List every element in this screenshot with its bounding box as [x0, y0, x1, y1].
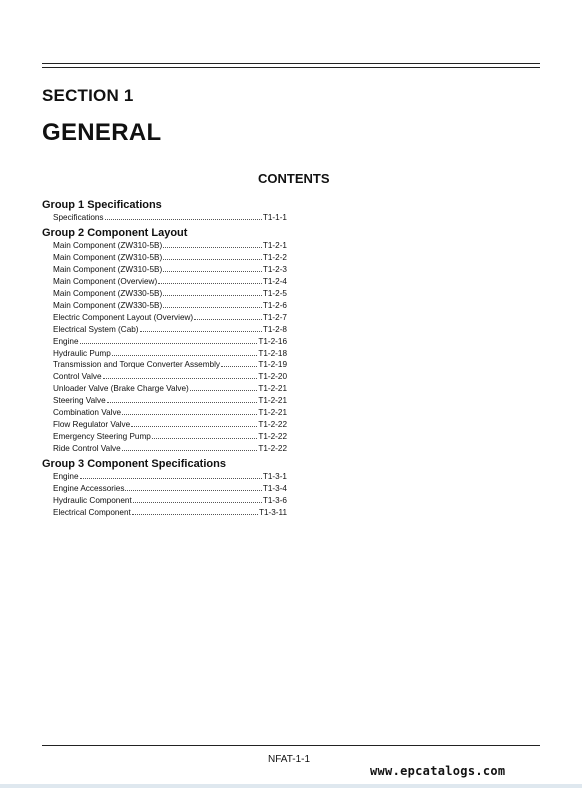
toc-entry[interactable]: [42, 276, 287, 288]
toc-entry-title: Ride Control Valve: [53, 444, 121, 454]
toc-entry[interactable]: [42, 240, 287, 252]
toc-entry-page: T1-2-22: [258, 432, 287, 442]
toc-entry-title: Main Component (ZW310-5B): [53, 240, 163, 250]
toc-entry-title: Unloader Valve (Brake Charge Valve): [53, 384, 189, 394]
toc-entry-title: Engine Accessories: [53, 484, 125, 494]
toc-entry[interactable]: [42, 407, 287, 419]
watermark-text: www.epcatalogs.com: [370, 764, 506, 778]
toc-entry-page: T1-2-3: [262, 264, 287, 274]
toc-dot-leader: [105, 212, 262, 220]
toc-dot-leader: [163, 240, 262, 248]
toc-dot-leader: [107, 395, 258, 403]
toc-entry-title: Flow Regulator Valve: [53, 420, 131, 430]
toc-entry-title: Main Component (ZW310-5B): [53, 252, 163, 262]
toc-entry-page: T1-2-16: [258, 336, 287, 346]
toc-entry[interactable]: [42, 431, 287, 443]
toc-dot-leader: [158, 276, 262, 284]
toc-dot-leader: [221, 359, 257, 367]
toc-entry-title: Main Component (Overview): [53, 276, 158, 286]
toc-entry-page: T1-3-1: [262, 472, 287, 482]
toc-entry[interactable]: [42, 348, 287, 360]
toc-dot-leader: [80, 471, 262, 479]
toc-dot-leader: [80, 336, 258, 344]
toc-entry-title: Electrical System (Cab): [53, 324, 139, 334]
toc-entry-title: Combination Valve: [53, 408, 122, 418]
toc-entry-title: Electric Component Layout (Overview): [53, 312, 194, 322]
toc-entry-title: Emergency Steering Pump: [53, 432, 151, 442]
toc-group: [42, 226, 287, 455]
contents-heading: CONTENTS: [258, 171, 330, 186]
toc-entry-title: Transmission and Torque Converter Assembly: [53, 360, 221, 370]
toc-entry-title: Engine: [53, 472, 79, 482]
section-title: GENERAL: [42, 119, 162, 146]
toc-group-title: Group 2 Component Layout: [42, 226, 188, 239]
toc-entry-page: T1-2-7: [262, 312, 287, 322]
toc-entry-page: T1-1-1: [262, 213, 287, 222]
toc-entry[interactable]: [42, 359, 287, 371]
toc-dot-leader: [133, 495, 262, 503]
toc-entry[interactable]: [42, 419, 287, 431]
toc-entry-title: Main Component (ZW330-5B): [53, 300, 163, 310]
toc-entry-page: T1-2-6: [262, 300, 287, 310]
toc-entry-page: T1-2-1: [262, 240, 287, 250]
toc-entry-page: T1-2-4: [262, 276, 287, 286]
toc-entry-page: T1-2-2: [262, 252, 287, 262]
toc-entry[interactable]: [42, 300, 287, 312]
toc-dot-leader: [125, 483, 261, 491]
toc-entry-page: T1-2-22: [258, 420, 287, 430]
toc-dot-leader: [194, 312, 262, 320]
toc-entry-page: T1-2-21: [258, 408, 287, 418]
toc-entry-title: Hydraulic Component: [53, 496, 132, 506]
toc-entry-page: T1-3-6: [262, 496, 287, 506]
toc-dot-leader: [131, 419, 257, 427]
toc-entry-title: Specifications: [53, 213, 104, 222]
toc-entry-page: T1-3-11: [258, 507, 287, 517]
toc-entry-title: Control Valve: [53, 372, 102, 382]
section-label: SECTION 1: [42, 86, 134, 105]
toc-entry[interactable]: [42, 252, 287, 264]
toc-entry-title: Steering Valve: [53, 396, 106, 406]
toc-entry-page: T1-2-18: [258, 348, 287, 358]
toc-dot-leader: [103, 371, 258, 379]
toc-dot-leader: [122, 443, 258, 451]
toc-group-title: Group 1 Specifications: [42, 199, 162, 211]
toc-entry[interactable]: [42, 507, 287, 519]
toc-dot-leader: [163, 264, 262, 272]
toc-entry-page: T1-2-8: [262, 324, 287, 334]
toc-dot-leader: [190, 383, 258, 391]
toc-entry-title: Electrical Component: [53, 507, 131, 517]
toc-entry-title: Main Component (ZW330-5B): [53, 288, 163, 298]
toc-entry-title: Engine: [53, 336, 79, 346]
toc-entry[interactable]: [42, 471, 287, 483]
toc-dot-leader: [152, 431, 257, 439]
toc-entry[interactable]: [42, 483, 287, 495]
toc-entry-title: Main Component (ZW310-5B): [53, 264, 163, 274]
toc-entry[interactable]: [42, 212, 287, 224]
toc-entry[interactable]: [42, 336, 287, 348]
header-rule: [42, 63, 540, 64]
toc-entry-page: T1-2-21: [258, 384, 287, 394]
footer-rule: [42, 745, 540, 746]
toc-entry-page: T1-2-19: [258, 360, 287, 370]
toc-entry[interactable]: [42, 495, 287, 507]
toc-entry[interactable]: [42, 264, 287, 276]
footer-page-number: NFAT-1-1: [268, 754, 311, 765]
header-rule-inner: [42, 67, 540, 68]
toc-entry[interactable]: [42, 395, 287, 407]
toc-entry[interactable]: [42, 371, 287, 383]
toc-entry-page: T1-2-5: [262, 288, 287, 298]
toc-dot-leader: [122, 407, 257, 415]
toc-entry[interactable]: [42, 288, 287, 300]
toc-entry[interactable]: [42, 443, 287, 455]
toc-group-title: Group 3 Component Specifications: [42, 458, 226, 471]
toc-dot-leader: [163, 288, 262, 296]
toc-entry[interactable]: [42, 312, 287, 324]
toc-entry-title: Hydraulic Pump: [53, 348, 111, 358]
toc-dot-leader: [132, 507, 258, 515]
bottom-edge-strip: [0, 784, 582, 788]
toc-group: [42, 198, 287, 224]
toc-entry-page: T1-2-21: [258, 396, 287, 406]
toc-dot-leader: [163, 252, 262, 260]
toc-entry-page: T1-2-20: [258, 372, 287, 382]
toc-entry[interactable]: [42, 324, 287, 336]
table-of-contents: [42, 198, 287, 519]
toc-entry-page: T1-2-22: [258, 444, 287, 454]
toc-dot-leader: [112, 348, 258, 356]
toc-dot-leader: [163, 300, 262, 308]
toc-entry-page: T1-3-4: [262, 484, 287, 494]
toc-dot-leader: [140, 324, 262, 332]
toc-entry[interactable]: [42, 383, 287, 395]
toc-group: [42, 457, 287, 519]
